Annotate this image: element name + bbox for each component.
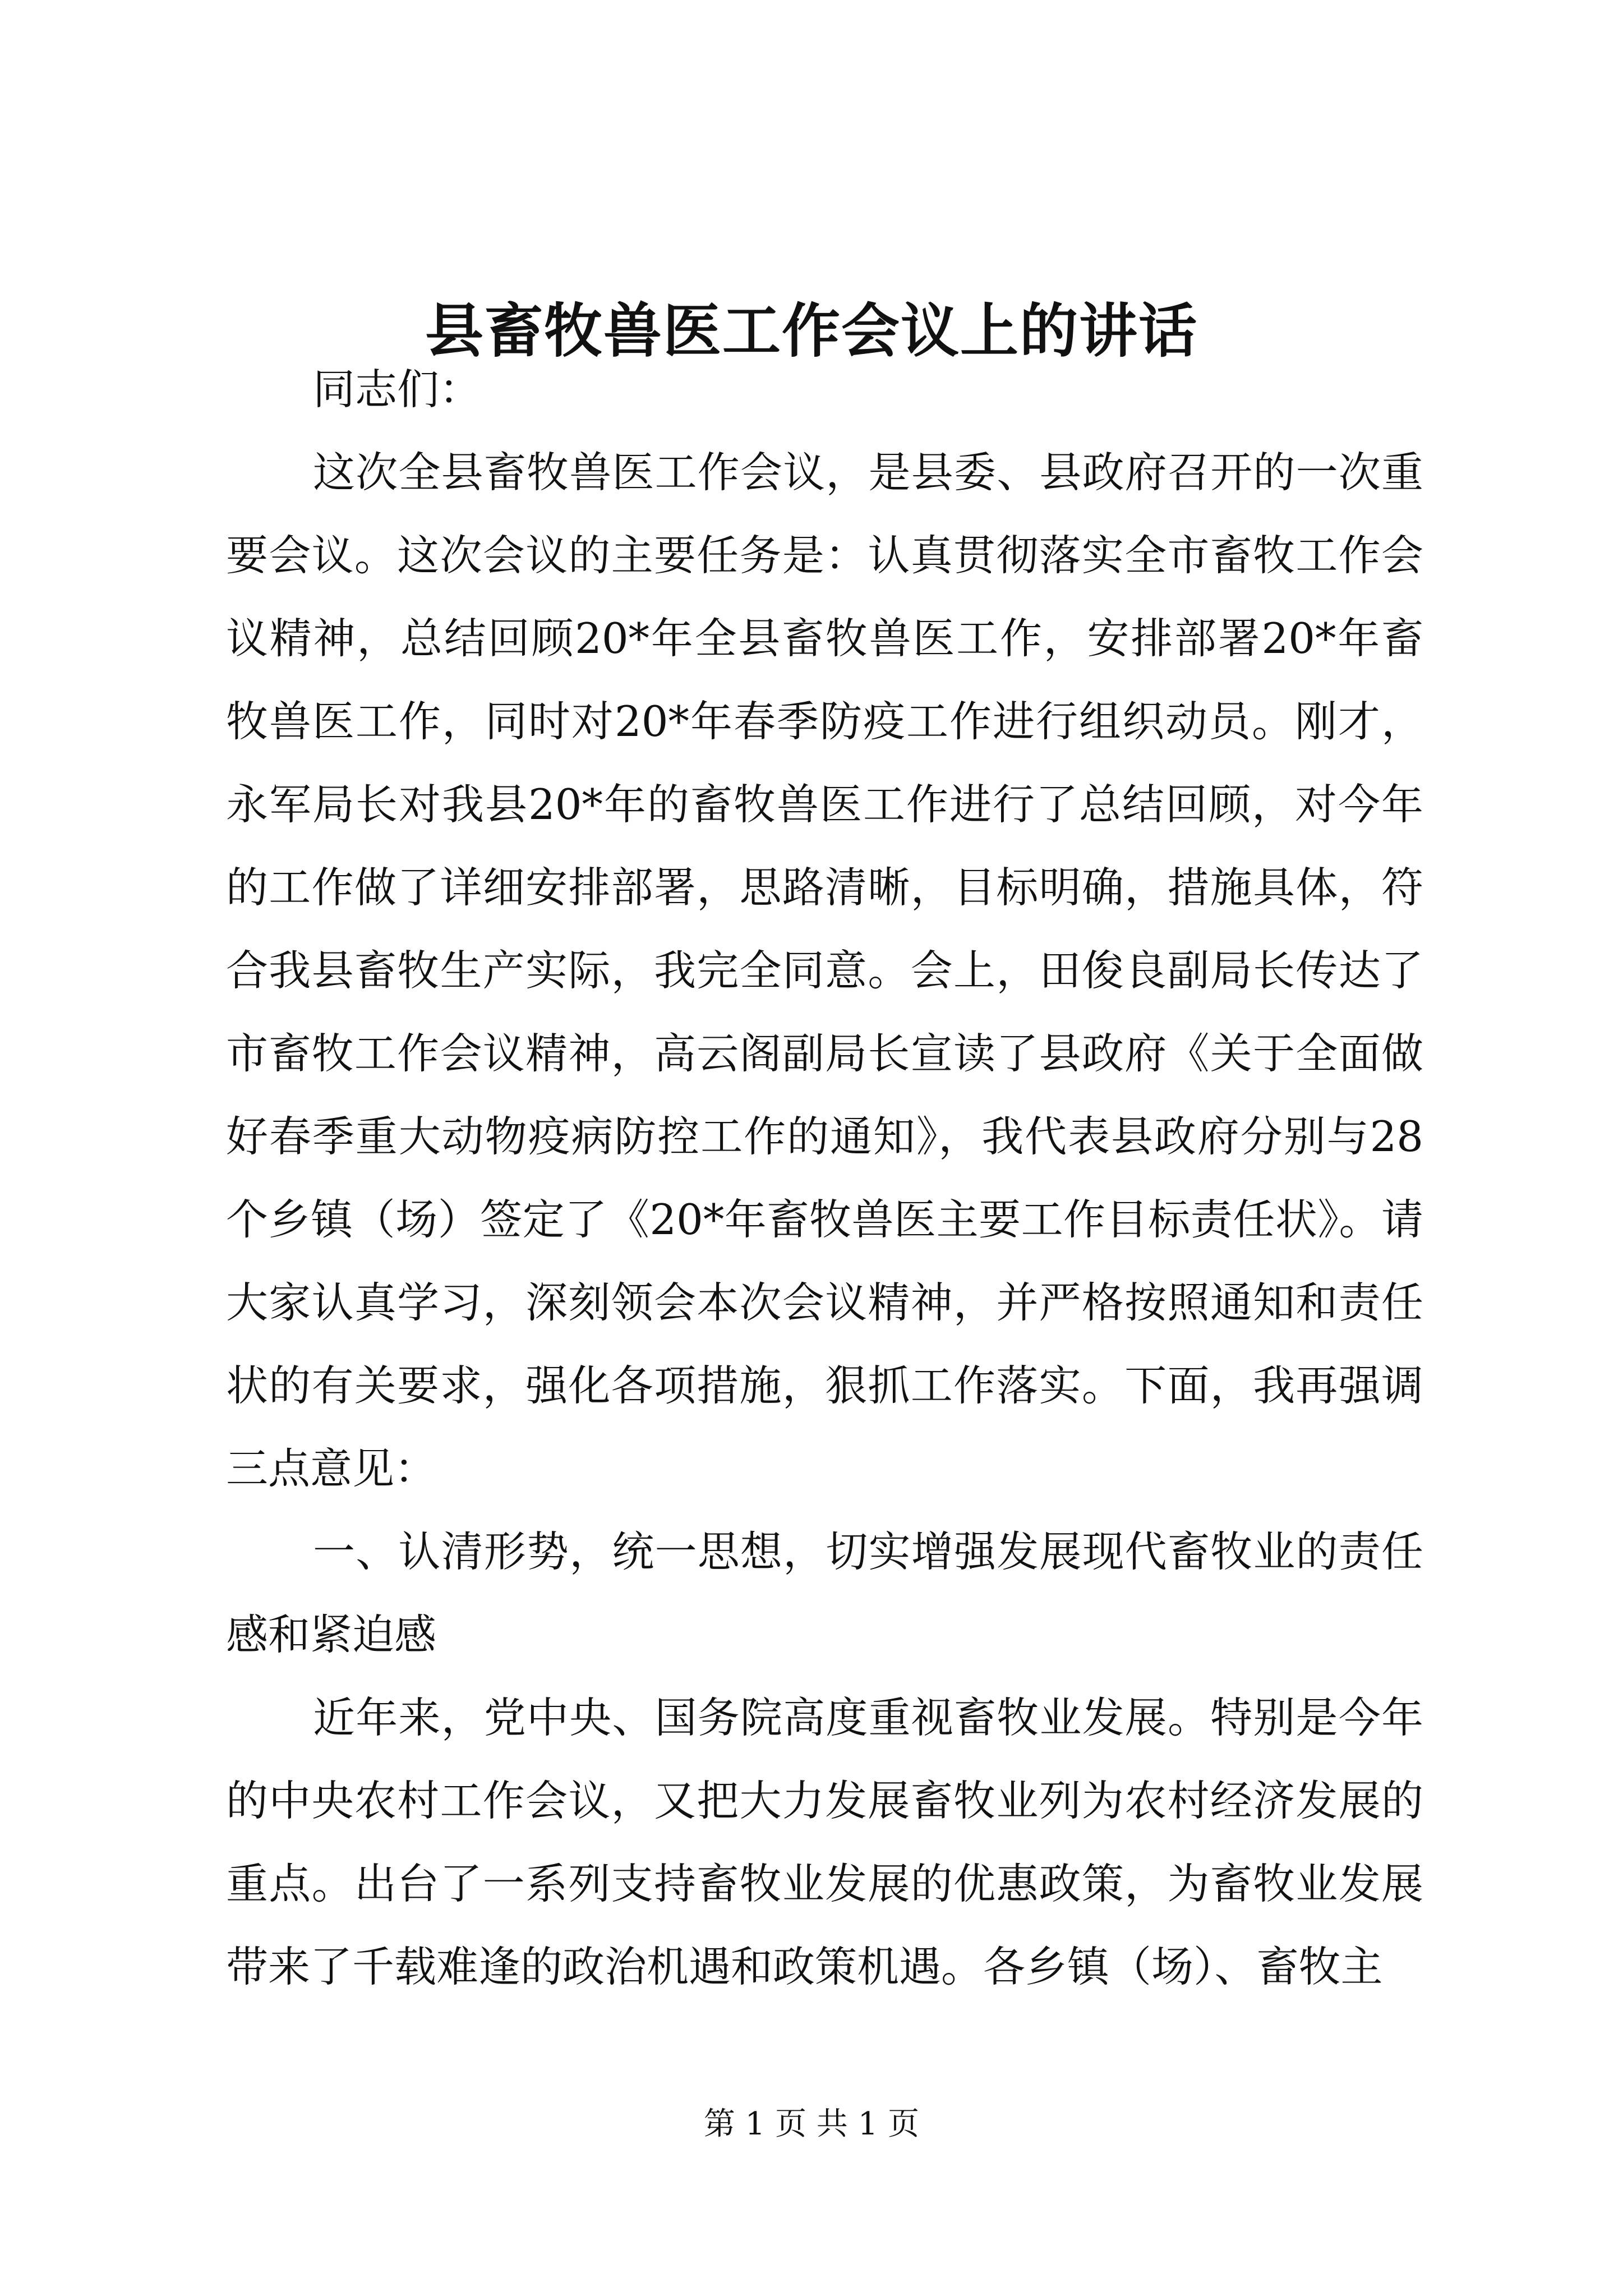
salutation: 同志们： (313, 365, 482, 414)
page-footer: 第 1 页 共 1 页 (703, 2106, 920, 2142)
paragraph-section-1: 近年来，党中央、国务院高度重视畜牧业发展。特别是今年的中央农村工作会议，又把大力发展畜牧业列为农村经济发展的重点。出台了一系列支持畜牧业发展的优惠政策，为畜牧业发展带来了千载难逢的政治机遇和政策机遇。各乡镇（场）、畜牧主 (226, 1693, 1423, 1991)
document-body (226, 348, 1423, 2008)
paragraph-intro: 这次全县畜牧兽医工作会议，是县委、县政府召开的一次重要会议。这次会议的主要任务是：认真贯彻落实全市畜牧工作会议精神，总结回顾20*年全县畜牧兽医工作，安排部署20*年畜牧兽医工作，同时对20*年春季防疫工作进行组织动员。刚才，永军局长对我县20*年的畜牧兽医工作进行了总结回顾，对今年的工作做了详细安排部署，思路清晰，目标明确，措施具体，符合我县畜牧生产实际，我完全同意。会上，田俊良副局长传达了市畜牧工作会议精神，高云阁副局长宣读了县政府《关于全面做好春季重大动物疫病防控工作的通知》，我代表县政府分别与28个乡镇（场）签定了《20*年畜牧兽医主要工作目标责任状》。请大家认真学习，深刻领会本次会议精神，并严格按照通知和责任状的有关要求，强化各项措施，狠抓工作落实。下面，我再强调三点意见： (226, 448, 1423, 1493)
document-title: 县畜牧兽医工作会议上的讲话 (425, 296, 1198, 365)
section-heading-1: 一、认清形势，统一思想，切实增强发展现代畜牧业的责任感和紧迫感 (226, 1527, 1423, 1659)
